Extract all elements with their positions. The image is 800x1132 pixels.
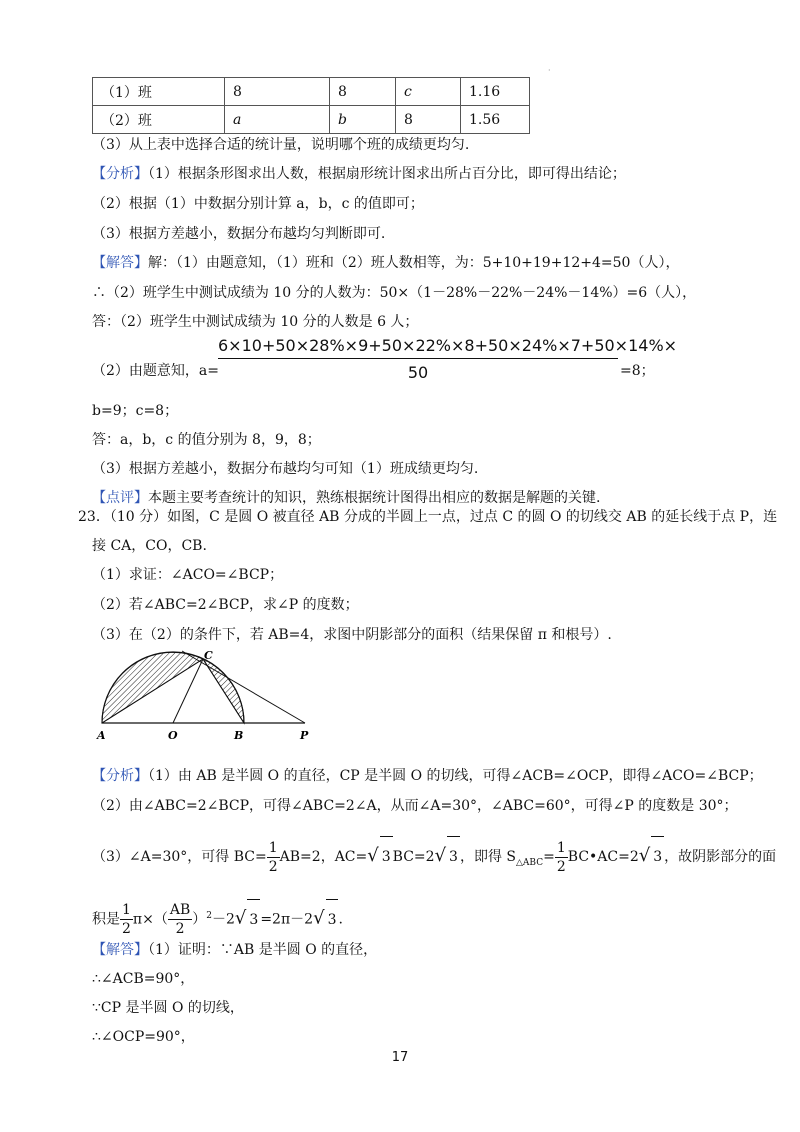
table-cell: 8	[396, 106, 461, 134]
fraction-numerator: 1	[268, 839, 278, 856]
table-cell: 1.56	[461, 106, 530, 134]
text-run: ，即得 S	[459, 849, 517, 865]
label-o: O	[168, 729, 178, 742]
solution-line: ∴（2）班学生中测试成绩为 10 分的人数为：50×（1－28%－22%－24%－14%）=6（人），	[92, 285, 697, 301]
subscript: △ABC	[516, 857, 544, 868]
label-c: C	[204, 649, 213, 662]
fraction-half	[267, 839, 280, 876]
text-run: .	[338, 911, 343, 928]
question-23-part-3: （3）在（2）的条件下，若 AB=4，求图中阴影部分的面积（结果保留 π 和根号）.	[92, 627, 612, 643]
line-cb	[203, 659, 244, 723]
text-run: BC=2	[392, 849, 435, 865]
shaded-region-left	[102, 652, 203, 723]
label-p: P	[300, 729, 309, 742]
analysis-line: （2）由∠ABC=2∠BCP，可得∠ABC=2∠A，从而∠A=30°，∠ABC=60°，可得∠P 的度数是 30°；	[92, 798, 738, 814]
sqrt-sign: √	[638, 845, 651, 866]
sqrt-sign: √	[434, 845, 447, 866]
solution-tag: 【解答】	[92, 255, 148, 271]
label-a: A	[97, 729, 106, 742]
question-23-stem: 23．（10 分）如图，C 是圆 O 被直径 AB 分成的半圆上一点，过点 C 的圆 O 的切线交 AB 的延长线于点 P，连	[78, 509, 778, 525]
text-run: －2	[212, 911, 235, 928]
fraction-a	[218, 336, 678, 383]
page-number: 17	[391, 1050, 409, 1065]
text-run: （3）∠A=30°，可得 BC=	[92, 849, 267, 865]
text-run: =	[543, 849, 555, 865]
analysis-line	[92, 164, 626, 184]
sqrt-sign: √	[234, 907, 247, 929]
analysis-text: （1）根据条形图求出人数，根据扇形统计图求出所占百分比，即可得出结论；	[148, 166, 626, 182]
superscript: 2	[206, 911, 212, 921]
fraction-prefix: （2）由题意知，a=	[92, 363, 219, 379]
sqrt-radicand: 3	[447, 836, 460, 877]
table-cell: 8	[225, 78, 330, 106]
fraction-numerator: 6×10+50×28%×9+50×22%×8+50×24%×7+50×14%×	[218, 336, 678, 355]
fraction-denominator: 2	[268, 858, 278, 875]
table-row	[93, 106, 530, 134]
solution-text: 解：（1）由题意知，（1）班和（2）班人数相等，为：5+10+19+12+4=50（人），	[148, 255, 680, 271]
comment-text: 本题主要考查统计的知识，熟练根据统计图得出相应的数据是解题的关键.	[148, 490, 601, 506]
solution-line: 答：（2）班学生中测试成绩为 10 分的人数是 6 人；	[92, 314, 419, 330]
sqrt-sign: √	[367, 845, 379, 866]
fraction-bar	[218, 358, 618, 359]
sqrt-radicand: 3	[380, 836, 393, 877]
solution-line: ∴∠ACB=90°，	[92, 971, 195, 987]
solution-line: ∵CP 是半圆 O 的切线，	[92, 1000, 244, 1016]
fraction-denominator: 2	[122, 921, 131, 938]
table-row	[93, 78, 530, 106]
solution-line	[92, 940, 377, 960]
fraction-numerator: AB	[169, 902, 191, 919]
question-23-part-1: （1）求证：∠ACO=∠BCP；	[92, 567, 284, 583]
analysis-line-3	[92, 836, 776, 883]
text-run: AB=2，AC=	[279, 849, 368, 865]
semicircle-figure	[92, 645, 322, 745]
fraction-half	[120, 901, 133, 938]
analysis-line	[92, 766, 763, 786]
solution-line: （3）根据方差越小，数据分布越均匀可知（1）班成绩更均匀.	[92, 461, 479, 477]
analysis-line-4	[92, 896, 343, 940]
table-cell: b	[330, 106, 396, 134]
text-run: =2π－2	[260, 911, 314, 928]
sqrt-sign: √	[313, 907, 325, 929]
fraction-denominator: 2	[175, 921, 185, 938]
text-run: π×（	[132, 911, 168, 928]
solution-text: （1）证明：∵AB 是半圆 O 的直径，	[148, 942, 378, 958]
question-23-part-2: （2）若∠ABC=2∠BCP，求∠P 的度数；	[92, 597, 359, 613]
text-run: 积是	[92, 911, 120, 928]
stat-table	[92, 77, 530, 134]
analysis-tag: 【分析】	[92, 768, 148, 784]
comment-line	[92, 488, 600, 508]
fraction-ab-half	[168, 901, 192, 938]
scan-mark: ·	[548, 66, 551, 75]
table-cell: 8	[330, 78, 396, 106]
label-b: B	[234, 729, 244, 742]
solution-tag: 【解答】	[92, 942, 148, 958]
sqrt-radicand: 3	[247, 899, 260, 940]
solution-line: ∴∠OCP=90°，	[92, 1029, 195, 1045]
table-cell: a	[225, 106, 330, 134]
table-cell: （2）班	[93, 106, 225, 134]
sqrt-radicand: 3	[326, 899, 339, 940]
fraction-denominator: 50	[407, 363, 429, 382]
fraction-numerator: 1	[122, 902, 131, 919]
solution-line: 答：a，b，c 的值分别为 8，9，8；	[92, 432, 321, 448]
sqrt-radicand: 3	[651, 836, 664, 877]
text-run: ，故阴影部分的面	[664, 849, 777, 865]
question-part-3: （3）从上表中选择合适的统计量，说明哪个班的成绩更均匀.	[92, 137, 470, 153]
analysis-line: （2）根据（1）中数据分别计算 a，b，c 的值即可；	[92, 196, 424, 212]
table-cell: （1）班	[93, 78, 225, 106]
table-cell: 1.16	[461, 78, 530, 106]
fraction-half	[555, 839, 568, 876]
fraction-numerator: 1	[556, 839, 566, 856]
text-run: ）	[192, 911, 207, 928]
solution-line	[92, 253, 679, 273]
table-cell: c	[396, 78, 461, 106]
fraction-denominator: 2	[556, 858, 566, 875]
comment-tag: 【点评】	[92, 490, 148, 506]
analysis-text: （1）由 AB 是半圆 O 的直径，CP 是半圆 O 的切线，可得∠ACB=∠OCP，即得∠ACO=∠BCP；	[148, 768, 763, 784]
analysis-line: （3）根据方差越小，数据分布越均匀判断即可.	[92, 226, 386, 242]
text-run: BC•AC=2	[567, 849, 639, 865]
solution-line: b=9；c=8；	[92, 403, 179, 419]
question-23-stem-cont: 接 CA，CO，CB.	[92, 538, 207, 554]
analysis-tag: 【分析】	[92, 166, 148, 182]
fraction-suffix: =8；	[620, 363, 655, 379]
